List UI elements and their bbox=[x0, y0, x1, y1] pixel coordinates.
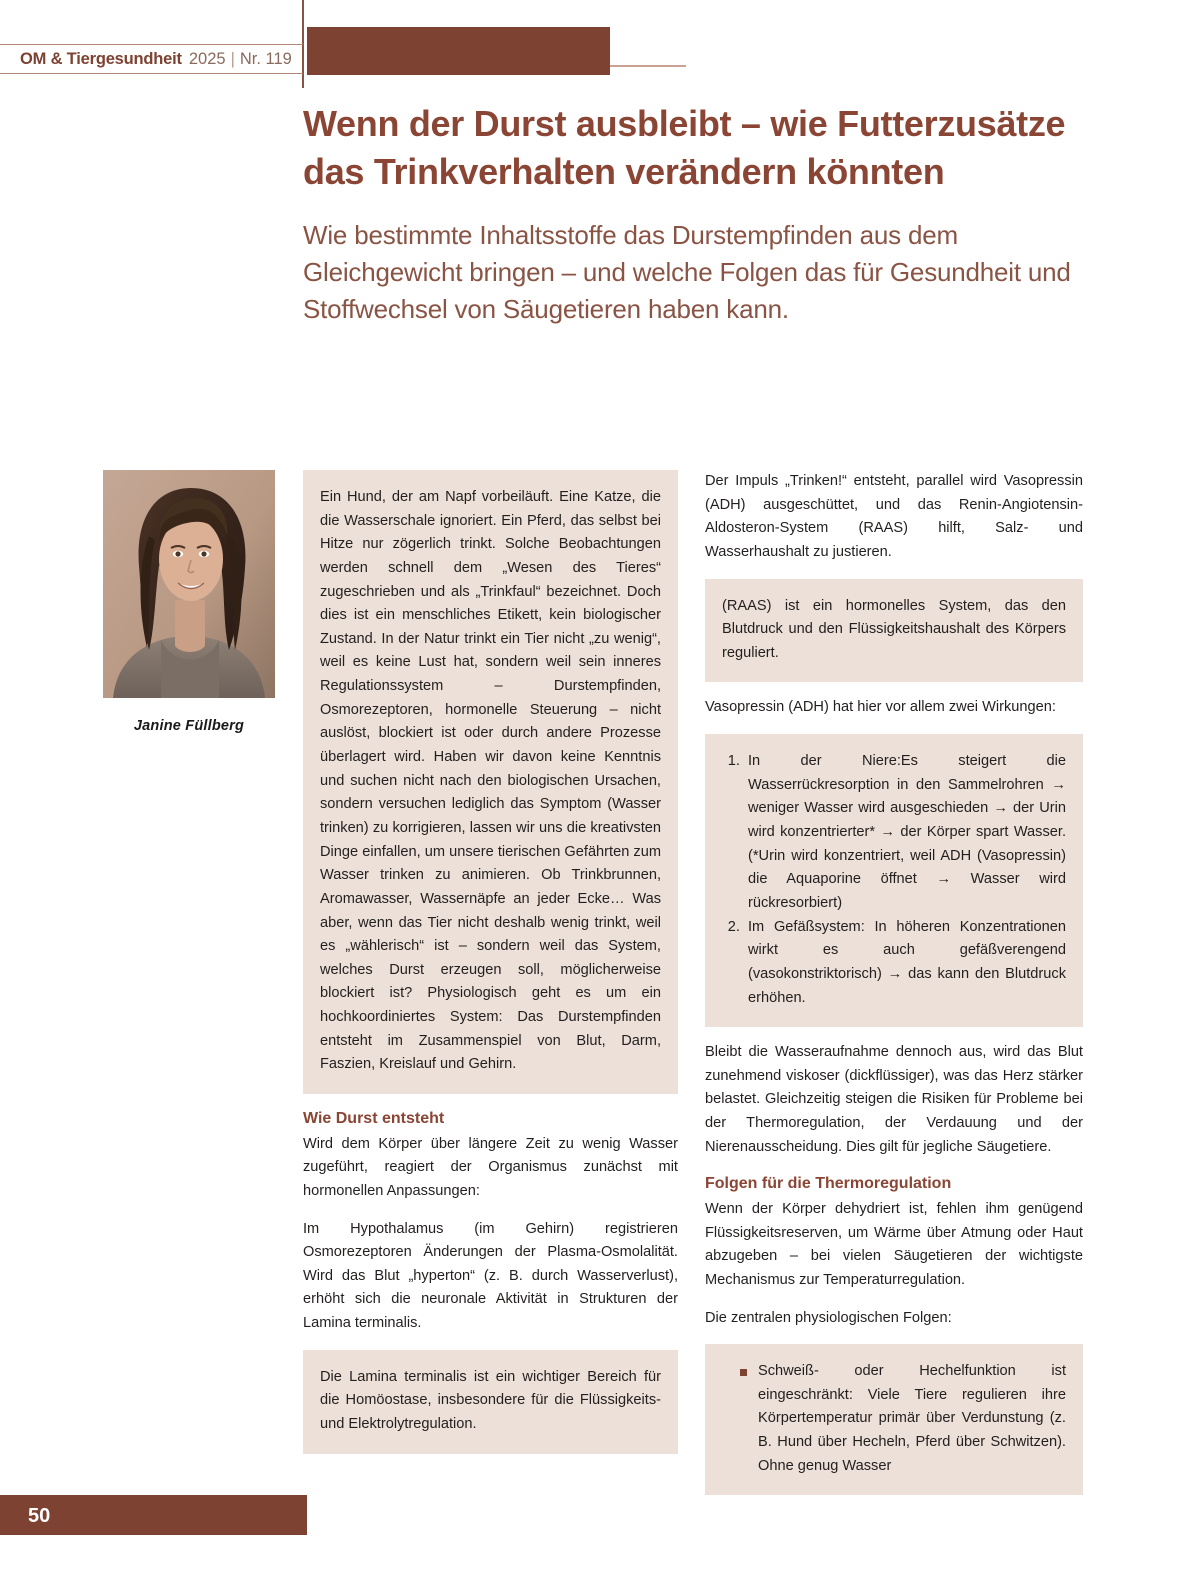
publication-name: OM & Tiergesundheit bbox=[20, 49, 182, 68]
left-text-column bbox=[303, 470, 678, 1468]
list-item: 1. In der Niere:Es steigert die Wasserrückresorption in den Sammelrohren → weniger Wasser wird ausgeschieden → der Urin wird konzentrierter* → der Körper spart Wasser. (*Urin wird konzentriert, weil ADH (Vasopressin) die Aquaporine öffnet → Wasser wird rückresorbiert) bbox=[744, 750, 1066, 915]
author-photo bbox=[103, 470, 275, 698]
intro-callout-box bbox=[303, 470, 678, 1094]
page-footer bbox=[0, 1495, 1190, 1550]
article-title: Wenn der Durst ausbleibt – wie Futterzusätze das Trinkverhalten verändern könnten bbox=[303, 103, 1066, 192]
thermoregulation-bullet-list bbox=[722, 1360, 1066, 1478]
masthead-accent-bar bbox=[307, 27, 610, 75]
list-item: 2. Im Gefäßsystem: In höheren Konzentrationen wirkt es auch gefäßverengend (vasokonstriktorisch) → das kann den Blutdruck erhöhen. bbox=[744, 916, 1066, 1011]
publication-year: 2025 bbox=[188, 49, 226, 68]
section-heading-wie-durst-entsteht: Wie Durst entsteht bbox=[303, 1110, 445, 1128]
right-paragraph-5: Die zentralen physiologischen Folgen: bbox=[705, 1309, 952, 1326]
lamina-terminalis-callout-text: Die Lamina terminalis ist ein wichtiger Bereich für die Homöostase, insbesondere für die Flüssigkeits- und Elektrolytregulation. bbox=[320, 1368, 661, 1433]
right-paragraph-4: Wenn der Körper dehydriert ist, fehlen ihm genügend Flüssigkeitsreserven, um Wärme über Atmung oder Haut abzugeben – bei vielen Säugetieren der wichtigste Mechanismus zur Temperaturregulation. bbox=[705, 1200, 1083, 1288]
section-heading-folgen-thermoregulation: Folgen für die Thermoregulation bbox=[705, 1175, 952, 1193]
right-text-column bbox=[705, 470, 1083, 1509]
lamina-terminalis-callout-box bbox=[303, 1350, 678, 1454]
page-masthead bbox=[0, 0, 1190, 92]
vasopressin-effects-callout-box bbox=[705, 734, 1083, 1027]
right-paragraph-2: Vasopressin (ADH) hat hier vor allem zwei Wirkungen: bbox=[705, 699, 1056, 716]
masthead-separator: | bbox=[230, 49, 235, 68]
intro-callout-text: Ein Hund, der am Napf vorbeiläuft. Eine Katze, die die Wasserschale ignoriert. Ein Pferd, das selbst bei Hitze nur zögerlich trinkt. Solche Beobachtungen werden schnell dem „Wesen des Tieres“ zugeschrieben und als „Trinkfaul“ bezeichnet. Doch dies ist ein menschliches Etikett, kein biologischer Zustand. In der Natur trinkt ein Tier nicht „zu wenig“, weil es keine Lust hat, sondern weil sein inneres Regulationssystem – Durstempfinden, Osmorezeptoren, hormonelle Steuerung – nicht auslöst, blockiert ist oder durch andere Prozesse überlagert wird. Haben wir davon keine Kenntnis und suchen nicht nach den biologischen Ursachen, sondern versuchen lediglich das Symptom (Wasser trinken) zu korrigieren, lassen wir uns die kreativsten Dinge einfallen, um unsere tierischen Gefährten zum Wasser trinken zu animieren. Ob Trinkbrunnen, Aromawasser, Wassernäpfe an jeder Ecke… Was aber, wenn das Tier nicht deshalb wenig trinkt, weil es „wählerisch“ ist – sondern weil das System, welches Durst erzeugen soll, möglicherweise blockiert ist? Physiologisch geht es um ein hochkoordiniertes System: Das Durstempfinden entsteht im Zusammenspiel von Blut, Darm, Faszien, Kreislauf und Gehirn. bbox=[320, 489, 661, 1073]
vasopressin-effects-list bbox=[722, 750, 1066, 1010]
author-name-caption: Janine Füllberg bbox=[133, 718, 245, 734]
thermoregulation-bullets-callout-box bbox=[705, 1344, 1083, 1495]
raas-callout-text: (RAAS) ist ein hormonelles System, das den Blutdruck und den Flüssigkeitshaushalt des Körpers reguliert. bbox=[722, 597, 1066, 661]
list-item: Schweiß- oder Hechelfunktion ist eingeschränkt: Viele Tiere regulieren ihre Körpertemperatur primär über Verdunstung (z. B. Hund über Hecheln, Pferd über Schwitzen). Ohne genug Wasser bbox=[740, 1360, 1066, 1478]
left-paragraph-2: Im Hypothalamus (im Gehirn) registrieren Osmorezeptoren Änderungen der Plasma-Osmolalität. Wird das Blut „hyperton“ (z. B. durch Wasserverlust), erhöht sich die neuronale Aktivität in Strukturen der Lamina terminalis. bbox=[303, 1220, 678, 1332]
raas-callout-box bbox=[705, 579, 1083, 683]
page-number: 50 bbox=[28, 1505, 51, 1527]
author-column bbox=[103, 470, 275, 734]
masthead-nameplate bbox=[0, 44, 303, 74]
article-subtitle: Wie bestimmte Inhaltsstoffe das Durstempfinden aus dem Gleichgewicht bringen – und welche Folgen das für Gesundheit und Stoffwechsel von Säugetieren haben kann. bbox=[303, 220, 1071, 324]
title-block bbox=[303, 100, 1103, 328]
left-paragraph-1: Wird dem Körper über längere Zeit zu wenig Wasser zugeführt, reagiert der Organismus zunächst mit hormonellen Anpassungen: bbox=[303, 1135, 678, 1199]
right-paragraph-3: Bleibt die Wasseraufnahme dennoch aus, wird das Blut zunehmend viskoser (dickflüssiger), was das Herz stärker belastet. Gleichzeitig steigen die Risiken für Probleme bei der Thermoregulation, der Verdauung und der Nierenausscheidung. Dies gilt für jegliche Säugetiere. bbox=[705, 1044, 1083, 1155]
publication-issue: Nr. 119 bbox=[239, 49, 292, 68]
masthead-thin-rule bbox=[610, 65, 686, 67]
author-portrait-illustration bbox=[103, 470, 275, 698]
right-paragraph-1: Der Impuls „Trinken!“ entsteht, parallel wird Vasopressin (ADH) ausgeschüttet, und das Renin-Angiotensin-Aldosteron-System (RAAS) hilft, Salz- und Wasserhaushalt zu justieren. bbox=[705, 473, 1083, 560]
